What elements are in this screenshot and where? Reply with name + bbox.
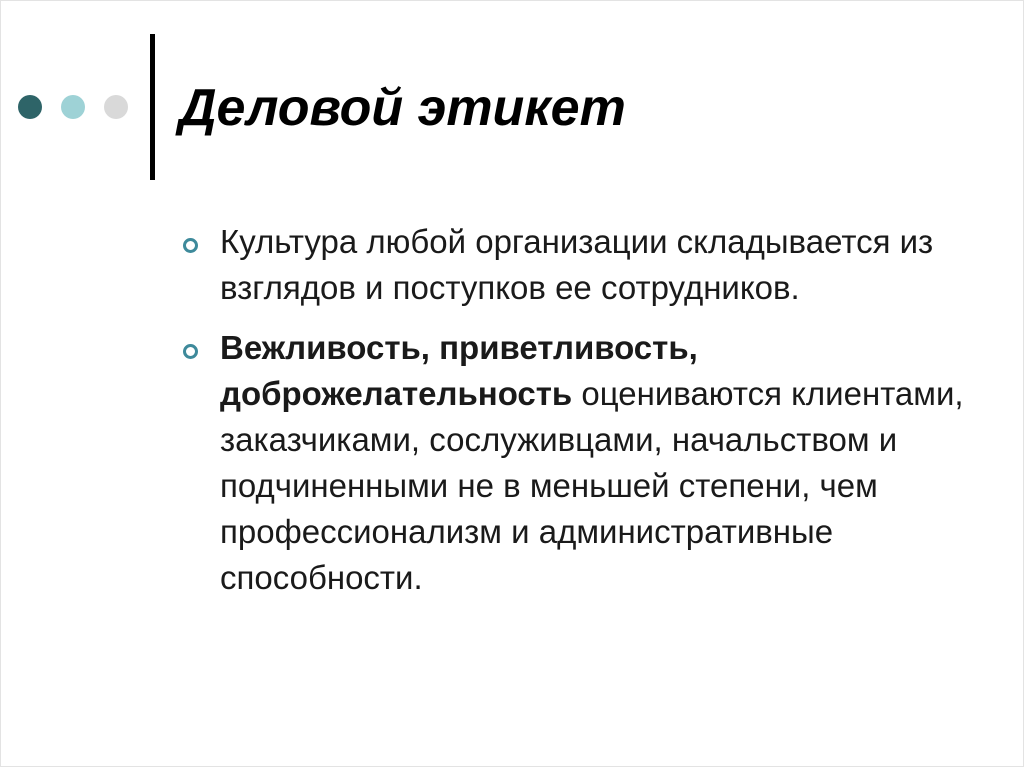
dot-dark-icon bbox=[18, 95, 42, 119]
slide-title: Деловой этикет bbox=[179, 79, 626, 137]
ring-bullet-icon bbox=[183, 344, 198, 359]
bullet-text: Культура любой организации складывается из взглядов и поступков ее сотрудников. bbox=[220, 223, 934, 306]
dot-grey-icon bbox=[104, 95, 128, 119]
title-divider bbox=[150, 34, 155, 180]
ring-bullet-icon bbox=[183, 238, 198, 253]
bullet-text: оцениваются клиентами, заказчиками, сослуживцами, начальством и подчиненными не в меньшей степени, чем профессионализм и административные способности. bbox=[220, 375, 964, 596]
bullet-list bbox=[183, 219, 973, 601]
dot-light-teal-icon bbox=[61, 95, 85, 119]
bullet-item bbox=[183, 219, 973, 311]
bullet-bold-text: Вежливость, приветливость, доброжелательность bbox=[220, 329, 698, 412]
bullet-item bbox=[183, 325, 973, 601]
